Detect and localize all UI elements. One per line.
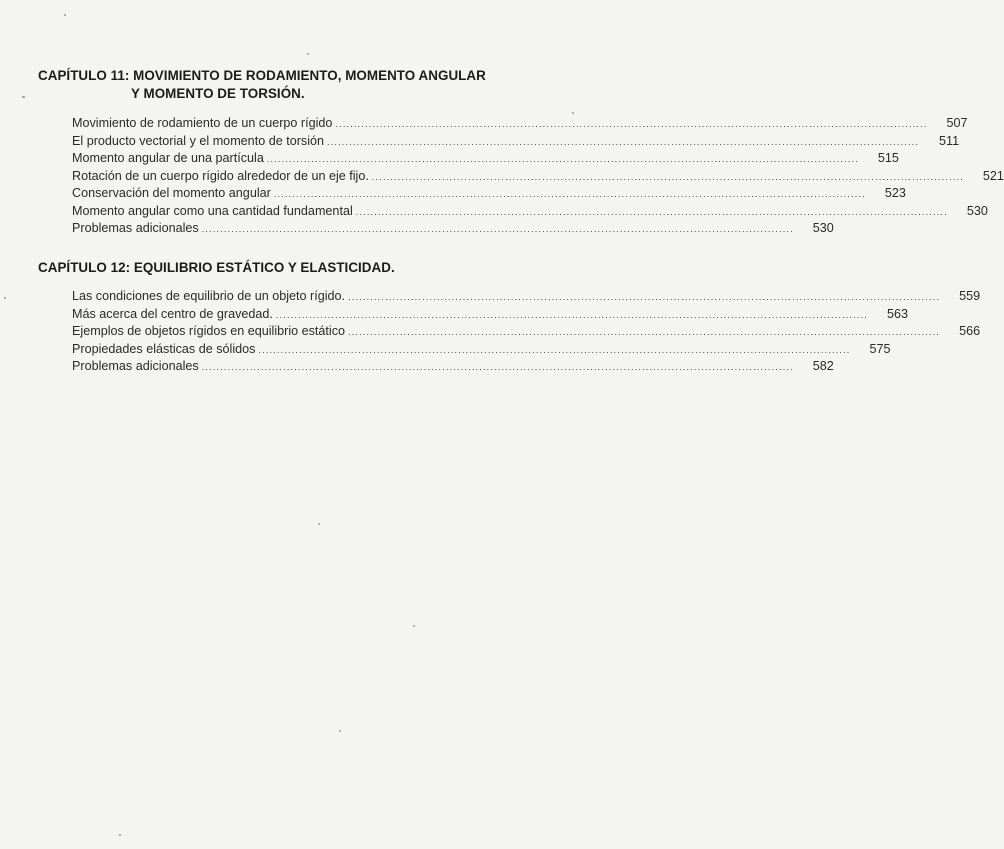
toc-entry: [72, 358, 834, 376]
chapter-12: [38, 259, 981, 376]
toc-entry-label: Propiedades elásticas de sólidos: [72, 341, 256, 356]
toc-entry-page: 563: [886, 306, 908, 321]
chapter-title-line1: CAPÍTULO 12: EQUILIBRIO ESTÁTICO Y ELASTICIDAD.: [38, 260, 395, 275]
toc-entry-label: Más acerca del centro de gravedad.: [72, 306, 273, 321]
scan-speck: [64, 14, 66, 16]
toc-entry-label: El producto vectorial y el momento de torsión: [72, 133, 324, 148]
scan-speck: [22, 96, 25, 98]
chapter-title: [38, 67, 578, 103]
toc-entry-page: 575: [869, 341, 891, 356]
scan-speck: [119, 834, 121, 836]
toc-entry-page: 559: [959, 289, 981, 303]
toc-entry-page: 566: [959, 324, 981, 338]
scan-speck: [318, 523, 320, 525]
toc-entry-page: 530: [812, 221, 834, 235]
toc-entry-page: 523: [884, 186, 906, 200]
toc-entry-page: 507: [946, 116, 968, 130]
toc-entry: [72, 168, 1004, 186]
chapter-title-line2: Y MOMENTO DE TORSIÓN.: [131, 86, 305, 101]
toc-entry-label: Momento angular como una cantidad fundamental: [72, 203, 353, 218]
leader-dots: ................................................................................................................................................................: [258, 344, 851, 355]
toc-entry-label: Ejemplos de objetos rígidos en equilibrio estático: [72, 324, 346, 338]
toc-entry-label: Problemas adicionales: [72, 359, 199, 373]
toc-entry-label: Problemas adicionales: [72, 221, 199, 235]
toc-entry: [72, 115, 968, 133]
toc-entry: [72, 220, 834, 238]
toc-entry-page: 515: [877, 151, 899, 165]
toc-list: [72, 115, 1004, 238]
chapter-title-line1: CAPÍTULO 11: MOVIMIENTO DE RODAMIENTO, MOMENTO ANGULAR: [38, 68, 486, 83]
toc-entry-label: Conservación del momento angular: [72, 186, 271, 200]
chapter-11: [38, 67, 1004, 238]
leader-dots: ................................................................................................................................................................: [335, 119, 928, 129]
leader-dots: ................................................................................................................................................................: [327, 136, 920, 147]
leader-dots: ................................................................................................................................................................: [275, 309, 868, 320]
scan-speck: [572, 112, 574, 114]
toc-entry: [72, 288, 981, 306]
toc-entry-label: Las condiciones de equilibrio de un objeto rígido.: [72, 289, 346, 303]
toc-entry-label: Rotación de un cuerpo rígido alrededor de un eje fijo.: [72, 168, 369, 183]
leader-dots: ................................................................................................................................................................: [348, 327, 941, 337]
toc-entry-page: 530: [966, 203, 988, 218]
leader-dots: ................................................................................................................................................................: [201, 224, 794, 234]
scan-speck: [413, 625, 415, 627]
scan-speck: [307, 53, 309, 55]
toc-entry-page: 521: [982, 168, 1004, 183]
leader-dots: ................................................................................................................................................................: [371, 171, 964, 182]
leader-dots: ................................................................................................................................................................: [201, 362, 794, 372]
toc-entry-page: 511: [939, 133, 960, 148]
leader-dots: ................................................................................................................................................................: [273, 189, 866, 199]
toc-list: [72, 288, 981, 376]
toc-entry: [72, 323, 981, 341]
chapter-title: [38, 259, 578, 277]
toc-entry: [72, 306, 908, 324]
toc-entry: [72, 185, 906, 203]
leader-dots: ................................................................................................................................................................: [348, 292, 941, 302]
toc-entry-label: Momento angular de una partícula: [72, 151, 264, 165]
toc-entry: [72, 133, 960, 151]
leader-dots: ................................................................................................................................................................: [355, 206, 948, 217]
toc-entry-label: Movimiento de rodamiento de un cuerpo rígido: [72, 116, 333, 130]
scan-speck: [4, 297, 6, 299]
toc-entry: [72, 341, 891, 359]
toc-entry: [72, 203, 988, 221]
toc-entry: [72, 150, 899, 168]
toc-entry-page: 582: [812, 359, 834, 373]
scan-speck: [339, 730, 341, 732]
leader-dots: ................................................................................................................................................................: [266, 154, 859, 164]
